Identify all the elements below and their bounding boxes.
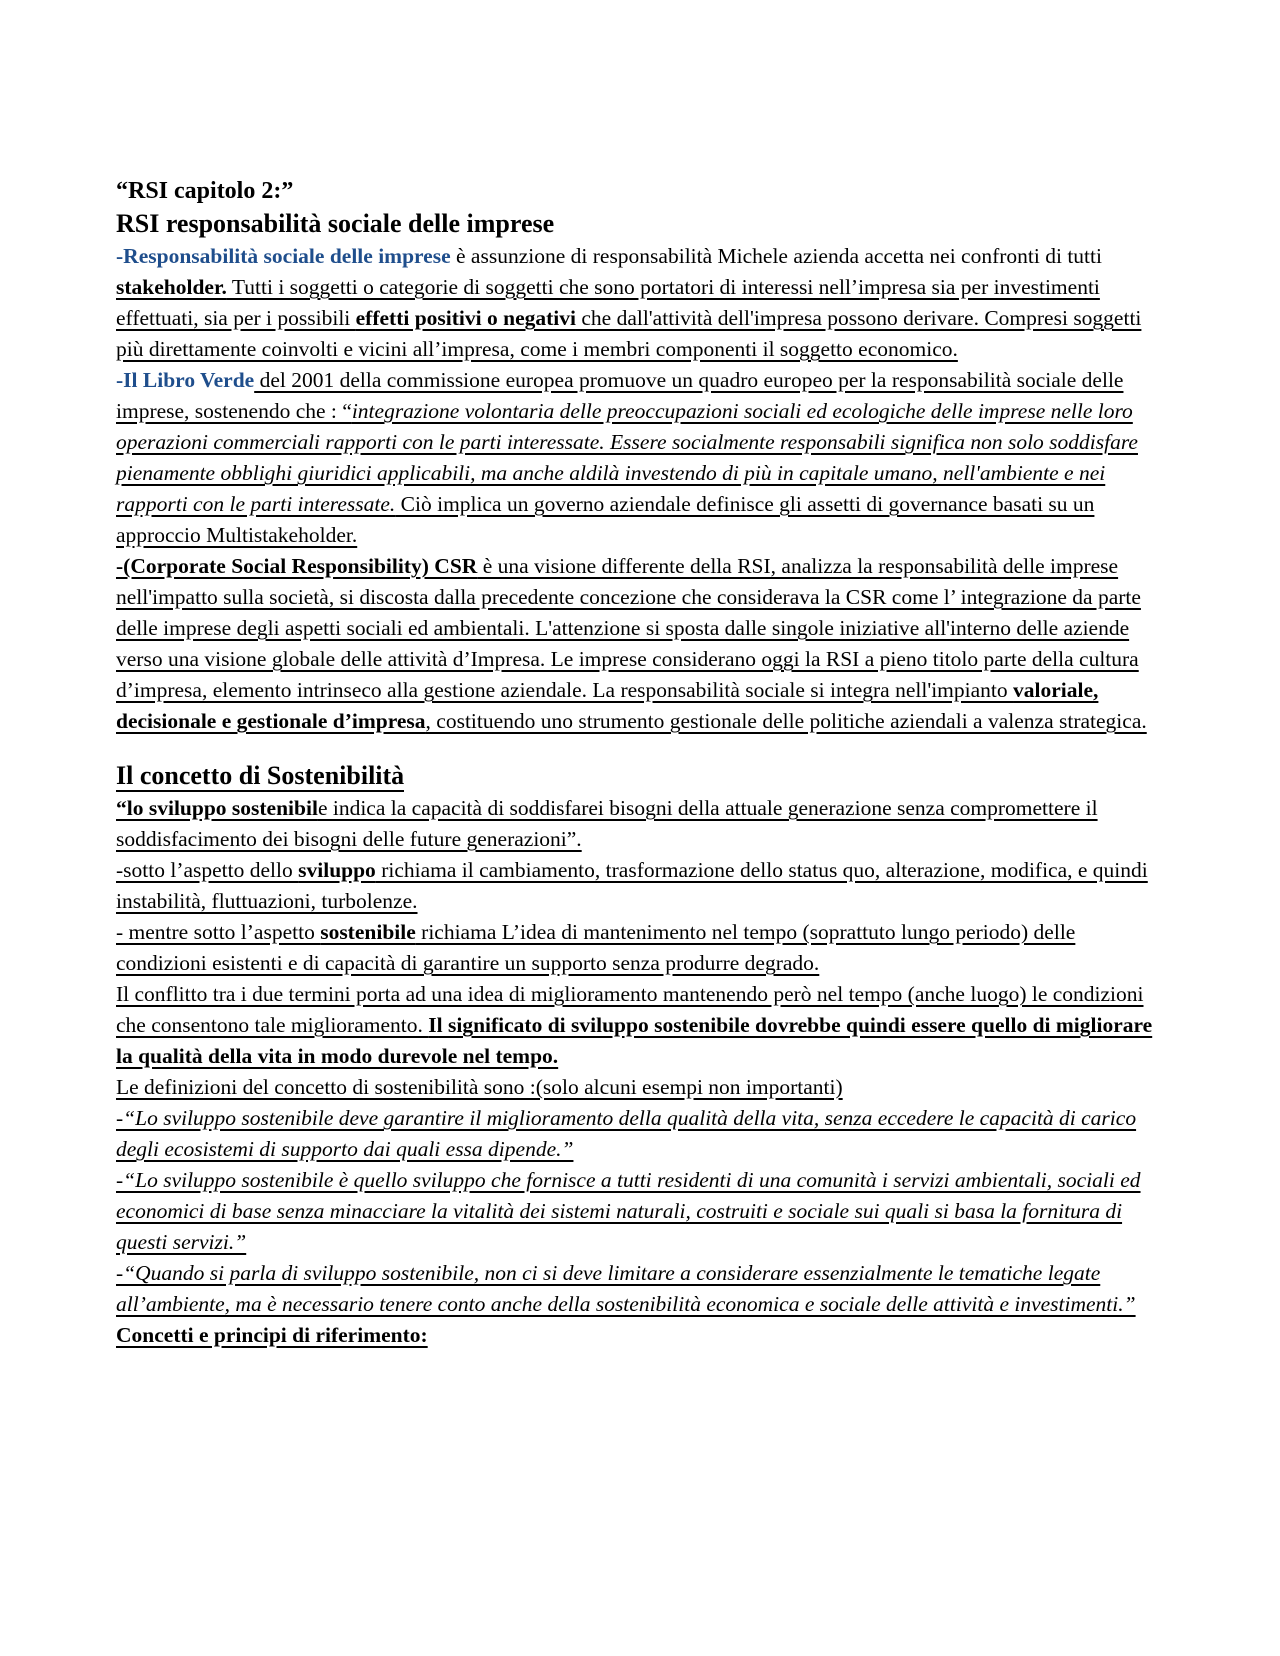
definition-quote-2: -“Lo sviluppo sostenibile è quello sviluppo che fornisce a tutti residenti di una comunità i servizi ambientali, sociali ed economici di base senza minacciare la vitalità dei sistemi naturali, costruiti e sociale sui quali si basa la fornitura di questi servizi.”	[116, 1168, 1141, 1254]
csr-bold-phrase: valoriale, decisionale e gestionale d’impresa	[116, 678, 1099, 733]
definitions-intro: Le definizioni del concetto di sostenibilità sono :(solo alcuni esempi non importanti)	[116, 1075, 843, 1099]
libro-verde-text-1: del 2001 della commissione europea promuove un quadro europeo per la responsabilità sociale delle imprese, sostenendo che : “	[116, 368, 1124, 423]
definition-quote-1: -“Lo sviluppo sostenibile deve garantire il miglioramento della qualità della vita, senza eccedere le capacità di carico degli ecosistemi di supporto dai quali essa dipende.”	[116, 1106, 1137, 1161]
csr-text-1: è una visione differente della RSI, analizza la responsabilità delle imprese nell'impatto sulla società, si discosta dalla precedente concezione che considerava la CSR come l’ integrazione da parte delle imprese degli aspetti sociali ed ambientali. L'attenzione si sposta dalle singole iniziative all'interno delle aziende verso una visione globale delle attività d’Impresa. Le imprese considerano oggi la RSI a pieno titolo parte della cultura d’impresa, elemento intrinseco alla gestione aziendale. La responsabilità sociale si integra nell'impianto	[116, 554, 1141, 702]
rsi-text-3: che dall'attività dell'impresa possono derivare. Compresi soggetti più direttamente coinvolti e vicini all’impresa, come i membri componenti il soggetto economico.	[116, 306, 1142, 361]
rsi-text-2: Tutti i soggetti o categorie di soggetti che sono portatori di interessi nell’impresa sia per investimenti effettuati, sia per i possibili	[116, 275, 1100, 330]
csr-paragraph	[116, 551, 1170, 737]
libro-verde-quote: integrazione volontaria delle preoccupazioni sociali ed ecologiche delle imprese nelle loro operazioni commerciali rapporti con le parti interessate. Essere socialmente responsabili significa non solo soddisfare pienamente obblighi giuridici applicabili, ma anche aldilà investendo di più in capitale umano, nell'ambiente e nei rapporti con le parti interessate.	[116, 399, 1138, 516]
csr-text-2: , costituendo uno strumento gestionale delle politiche aziendali a valenza strategica.	[425, 709, 1147, 733]
sviluppo-sostenibile-definition	[116, 793, 1170, 855]
sostenibile-term: sostenibile	[320, 920, 416, 944]
sostenibile-aspect-paragraph: - mentre sotto l’aspetto sostenibile richiama L’idea di mantenimento nel tempo (soprattuto lungo periodo) delle condizioni esistenti e di capacità di garantire un supporto senza produrre degrado.	[116, 920, 1076, 975]
csr-term: -(Corporate Social Responsibility) CSR	[116, 554, 478, 578]
libro-verde-text-2: Ciò implica un governo aziendale definisce gli assetti di governance basati su un approccio Multistakeholder.	[116, 492, 1095, 547]
sviluppo-sostenibile-term: “lo sviluppo sostenibil	[116, 796, 318, 820]
conflict-paragraph: Il conflitto tra i due termini porta ad una idea di miglioramento mantenendo però nel tempo (anche luogo) le condizioni che consentono tale miglioramento. Il significato di sviluppo sostenibile dovrebbe quindi essere quello di migliorare la qualità della vita in modo durevole nel tempo.	[116, 982, 1153, 1068]
section-title-sostenibilita: Il concetto di Sostenibilità	[116, 761, 405, 790]
page-title: RSI responsabilità sociale delle imprese	[116, 209, 555, 238]
libro-verde-term: Il Libro Verde	[123, 368, 255, 392]
principles-heading: Concetti e principi di riferimento:	[116, 1323, 428, 1347]
significato-bold-sentence: Il significato di sviluppo sostenibile dovrebbe quindi essere quello di migliorare la qualità della vita in modo durevole nel tempo.	[116, 1013, 1153, 1068]
libro-verde-dash: -	[116, 368, 124, 392]
definition-quote-3: -“Quando si parla di sviluppo sostenibile, non ci si deve limitare a considerare essenzialmente le tematiche legate all’ambiente, ma è necessario tenere conto anche della sostenibilità economica e sociale delle attività e investimenti.”	[116, 1261, 1136, 1316]
sviluppo-term: sviluppo	[298, 858, 376, 882]
stakeholder-term: stakeholder.	[116, 275, 227, 299]
rsi-definition-paragraph	[116, 241, 1170, 365]
libro-verde-paragraph	[116, 365, 1170, 551]
chapter-subtitle: “RSI capitolo 2:”	[116, 178, 294, 204]
rsi-dash: -	[116, 244, 124, 268]
effects-term: effetti positivi o negativi	[355, 306, 576, 330]
sviluppo-sostenibile-text: e indica la capacità di soddisfarei bisogni della attuale generazione senza compromettere il soddisfacimento dei bisogni delle future generazioni”.	[116, 796, 1098, 851]
rsi-text-1: è assunzione di responsabilità Michele azienda accetta nei confronti di tutti	[450, 244, 1102, 268]
rsi-term: Responsabilità sociale delle imprese	[123, 244, 451, 268]
sviluppo-aspect-paragraph: -sotto l’aspetto dello sviluppo richiama il cambiamento, trasformazione dello status quo, alterazione, modifica, e quindi instabilità, fluttuazioni, turbolenze.	[116, 858, 1148, 913]
